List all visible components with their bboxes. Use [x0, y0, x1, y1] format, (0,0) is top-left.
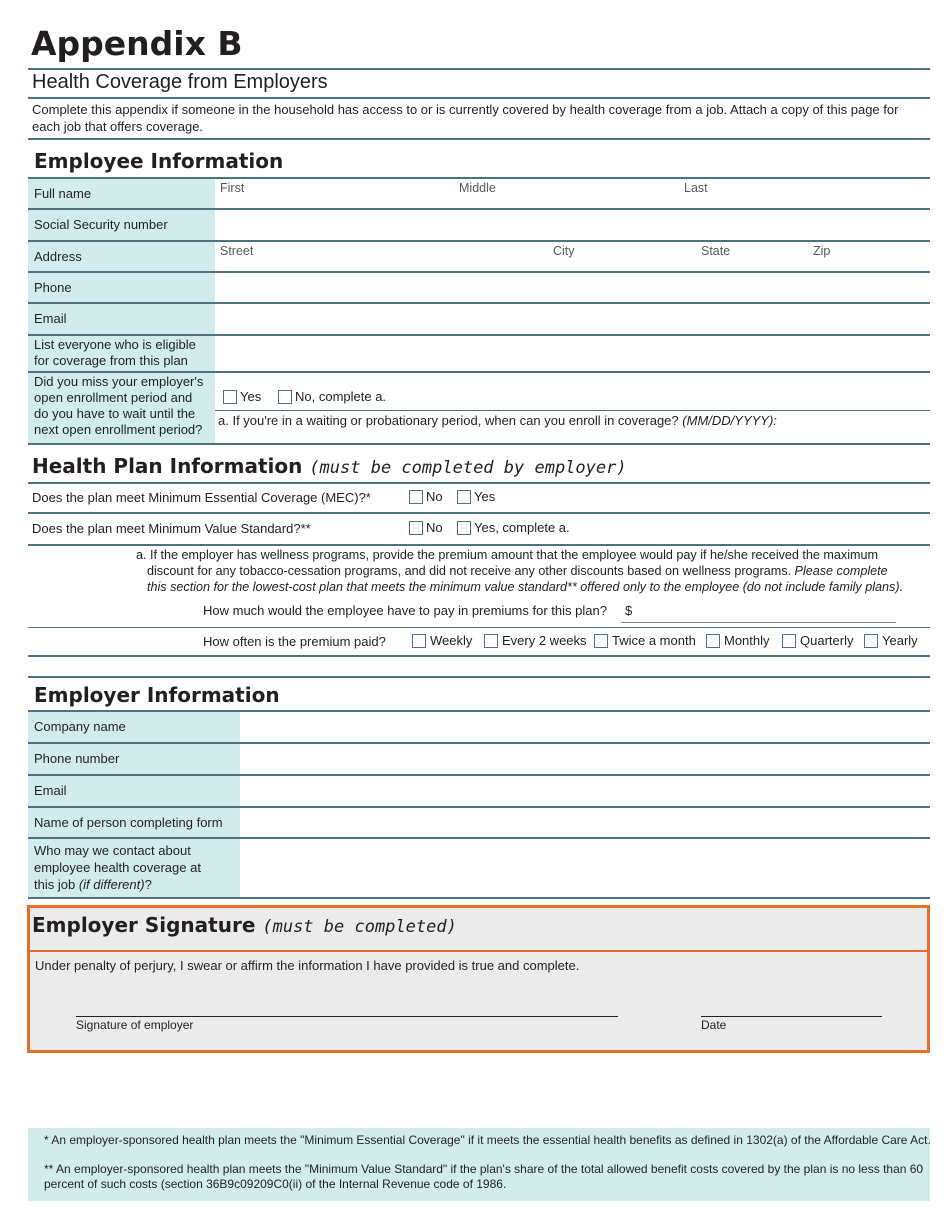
- divider: [28, 68, 930, 70]
- signature-divider: [30, 950, 927, 952]
- frequency-option-label: Every 2 weeks: [502, 633, 587, 648]
- wellness-line3-italic: this section for the lowest-cost plan that meets the minimum value standard** offered only to the employee (do not include family plans).: [147, 580, 904, 594]
- mvs-no-label: No: [426, 520, 443, 535]
- mvs-yes-label: Yes, complete a.: [474, 520, 570, 535]
- signature-heading-text: Employer Signature: [32, 913, 256, 937]
- phone-label: Phone: [28, 273, 215, 302]
- mvs-no-checkbox[interactable]: [409, 521, 423, 535]
- mvs-yes-checkbox[interactable]: [457, 521, 471, 535]
- divider: [28, 482, 930, 484]
- frequency-option-label: Weekly: [430, 633, 473, 648]
- ssn-label: Social Security number: [28, 210, 215, 240]
- open-enrollment-label: [28, 373, 215, 443]
- frequency-option-label: Twice a month: [612, 633, 696, 648]
- open-enrollment-line2: open enrollment period and: [34, 390, 193, 405]
- page-title: Appendix B: [31, 24, 243, 63]
- frequency-question: How often is the premium paid?: [203, 634, 386, 649]
- wellness-line2-italic: Please complete: [794, 564, 888, 578]
- person-completing-field[interactable]: [240, 808, 930, 837]
- street-field[interactable]: Street: [220, 244, 254, 258]
- wellness-line2-text: discount for any tobacco-cessation programs, and did not receive any other discounts based on wellness programs.: [147, 564, 792, 578]
- divider: [28, 97, 930, 99]
- eligible-field[interactable]: [215, 336, 930, 371]
- mec-question: Does the plan meet Minimum Essential Coverage (MEC)?*: [32, 490, 371, 505]
- frequency-option-label: Monthly: [724, 633, 770, 648]
- premium-input[interactable]: [621, 622, 896, 623]
- perjury-statement: Under penalty of perjury, I swear or affirm the information I have provided is true and complete.: [35, 958, 580, 973]
- person-completing-label: Name of person completing form: [28, 808, 240, 837]
- footnotes-box: [28, 1128, 930, 1201]
- employer-phone-label: Phone number: [28, 744, 240, 774]
- wellness-instructions: [136, 547, 926, 595]
- contact-if-different: (if different): [78, 877, 145, 892]
- signature-heading-note: (must be completed): [262, 917, 457, 937]
- signature-line[interactable]: [76, 1016, 618, 1017]
- company-name-field[interactable]: [240, 712, 930, 742]
- date-label: Date: [701, 1018, 727, 1032]
- employer-email-field[interactable]: [240, 776, 930, 806]
- contact-line2: employee health coverage at: [34, 860, 201, 875]
- contact-line3: [34, 876, 240, 893]
- date-line[interactable]: [701, 1016, 882, 1017]
- frequency-quarterly-checkbox[interactable]: [782, 634, 796, 648]
- zip-field[interactable]: Zip: [813, 244, 831, 258]
- wellness-line2: [136, 563, 926, 579]
- open-enrollment-yes-checkbox[interactable]: [223, 390, 237, 404]
- email-label: Email: [28, 304, 215, 334]
- signature-label: Signature of employer: [76, 1018, 194, 1032]
- address-label: Address: [28, 242, 215, 271]
- open-enrollment-line1: Did you miss your employer's: [34, 374, 204, 389]
- open-enrollment-yes-label: Yes: [240, 389, 262, 404]
- contact-question-mark: ?: [144, 877, 152, 892]
- eligible-label: [28, 336, 215, 371]
- open-enrollment-line4: next open enrollment period?: [34, 422, 203, 437]
- waiting-period-text: a. If you're in a waiting or probationary period, when can you enroll in coverage?: [218, 413, 679, 428]
- open-enrollment-line3: do you have to wait until the: [34, 406, 196, 421]
- frequency-option-label: Quarterly: [800, 633, 854, 648]
- frequency-every-2-weeks-checkbox[interactable]: [484, 634, 498, 648]
- waiting-period-format: (MM/DD/YYYY):: [682, 413, 777, 428]
- footnote-mvs: [44, 1162, 923, 1192]
- employer-phone-field[interactable]: [240, 744, 930, 774]
- footnote-mvs-line1: ** An employer-sponsored health plan meets the "Minimum Value Standard" if the plan's share of the total allowed benefit costs covered by the plan is no less than 60: [44, 1162, 924, 1176]
- intro-text: Complete this appendix if someone in the household has access to or is currently covered by health coverage from a job. Attach a copy of this page for each job that offers coverage.: [32, 102, 899, 134]
- divider: [28, 512, 930, 514]
- eligible-label-line2: for coverage from this plan: [34, 353, 188, 368]
- open-enrollment-no-label: No, complete a.: [295, 389, 387, 404]
- divider: [28, 897, 930, 899]
- eligible-label-line1: List everyone who is eligible: [34, 337, 196, 352]
- page-subtitle: Health Coverage from Employers: [32, 71, 328, 93]
- wellness-line1: a. If the employer has wellness programs, provide the premium amount that the employee would pay if he/she received the maximum: [136, 548, 878, 562]
- divider: [28, 443, 930, 445]
- employer-section-heading: Employer Information: [34, 683, 280, 707]
- contact-field[interactable]: [240, 839, 930, 897]
- contact-line1: Who may we contact about: [34, 843, 191, 858]
- employee-section-heading: Employee Information: [34, 149, 284, 173]
- footnote-mvs-line2: percent of such costs (section 36B9c09209C0(ii) of the Internal Revenue code of 1986.: [44, 1177, 507, 1191]
- first-name-field[interactable]: First: [220, 181, 245, 195]
- mec-yes-checkbox[interactable]: [457, 490, 471, 504]
- employer-email-label: Email: [28, 776, 240, 806]
- divider: [28, 544, 930, 546]
- health-plan-heading-text: Health Plan Information: [32, 454, 303, 478]
- full-name-label: Full name: [28, 179, 215, 208]
- dollar-sign: $: [625, 603, 633, 618]
- divider: [28, 676, 930, 678]
- premium-question: How much would the employee have to pay in premiums for this plan?: [203, 603, 607, 618]
- company-name-label: Company name: [28, 712, 240, 742]
- divider: [28, 627, 930, 628]
- divider: [28, 655, 930, 657]
- city-field[interactable]: City: [553, 244, 575, 258]
- ssn-field[interactable]: [215, 210, 930, 240]
- frequency-option-label: Yearly: [882, 633, 918, 648]
- state-field[interactable]: State: [701, 244, 731, 258]
- divider: [215, 410, 930, 411]
- contact-label: [28, 839, 240, 897]
- contact-line3-text: this job: [34, 877, 76, 892]
- mec-no-label: No: [426, 489, 443, 504]
- waiting-period-question[interactable]: [218, 413, 777, 428]
- frequency-monthly-checkbox[interactable]: [706, 634, 720, 648]
- signature-section-heading: [32, 913, 457, 937]
- email-field[interactable]: [215, 304, 930, 334]
- last-name-field[interactable]: Last: [684, 181, 708, 195]
- frequency-weekly-checkbox[interactable]: [412, 634, 426, 648]
- health-plan-heading-note: (must be completed by employer): [309, 458, 627, 478]
- open-enrollment-no-checkbox[interactable]: [278, 390, 292, 404]
- mec-yes-label: Yes: [474, 489, 496, 504]
- mvs-question: Does the plan meet Minimum Value Standard?**: [32, 521, 311, 536]
- mec-no-checkbox[interactable]: [409, 490, 423, 504]
- phone-field[interactable]: [215, 273, 930, 302]
- middle-name-field[interactable]: Middle: [459, 181, 496, 195]
- health-plan-section-heading: [32, 454, 627, 478]
- footnote-mec: * An employer-sponsored health plan meets the "Minimum Essential Coverage" if it meets the essential health benefits as defined in 1302(a) of the Affordable Care Act.: [44, 1133, 931, 1147]
- frequency-yearly-checkbox[interactable]: [864, 634, 878, 648]
- divider: [28, 138, 930, 140]
- frequency-twice-a-month-checkbox[interactable]: [594, 634, 608, 648]
